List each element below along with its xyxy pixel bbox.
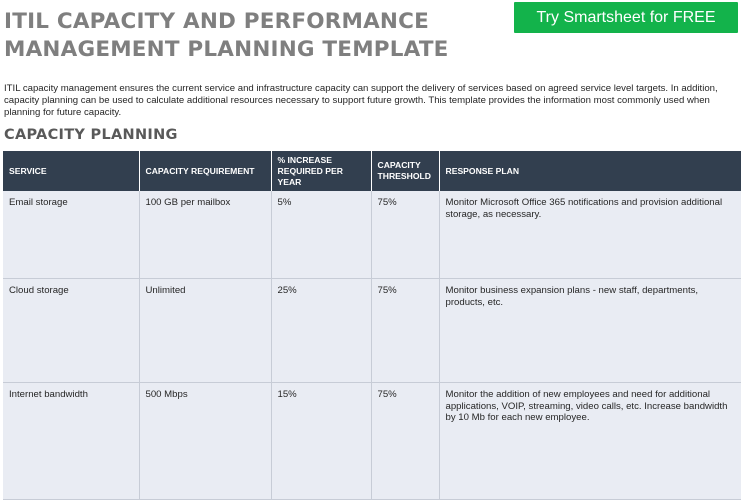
- table-header-row: [3, 151, 741, 191]
- capacity-requirement-cell[interactable]: 100 GB per mailbox: [139, 191, 271, 279]
- column-header-response-plan: RESPONSE PLAN: [439, 151, 741, 191]
- service-cell[interactable]: Cloud storage: [3, 279, 139, 383]
- page-title: ITIL CAPACITY AND PERFORMANCE MANAGEMENT PLANNING TEMPLATE: [4, 9, 449, 62]
- table-row: [3, 383, 741, 500]
- threshold-cell[interactable]: 75%: [371, 383, 439, 500]
- section-title: CAPACITY PLANNING: [4, 127, 178, 143]
- table-row: [3, 191, 741, 279]
- try-smartsheet-button[interactable]: Try Smartsheet for FREE: [514, 2, 738, 33]
- threshold-cell[interactable]: 75%: [371, 279, 439, 383]
- increase-cell[interactable]: 5%: [271, 191, 371, 279]
- column-header-capacity-threshold: CAPACITY THRESHOLD: [371, 151, 439, 191]
- column-header-service: SERVICE: [3, 151, 139, 191]
- response-plan-cell[interactable]: Monitor the addition of new employees and need for additional applications, VOIP, streaming, video calls, etc. Increase bandwidth by 10 Mb for each new employee.: [439, 383, 741, 500]
- response-plan-cell[interactable]: Monitor Microsoft Office 365 notifications and provision additional storage, as necessary.: [439, 191, 741, 279]
- column-header-capacity-requirement: CAPACITY REQUIREMENT: [139, 151, 271, 191]
- increase-cell[interactable]: 25%: [271, 279, 371, 383]
- response-plan-cell[interactable]: Monitor business expansion plans - new staff, departments, products, etc.: [439, 279, 741, 383]
- table-row: [3, 279, 741, 383]
- service-cell[interactable]: Email storage: [3, 191, 139, 279]
- capacity-planning-table: [3, 151, 741, 500]
- capacity-requirement-cell[interactable]: 500 Mbps: [139, 383, 271, 500]
- increase-cell[interactable]: 15%: [271, 383, 371, 500]
- capacity-requirement-cell[interactable]: Unlimited: [139, 279, 271, 383]
- intro-text: ITIL capacity management ensures the current service and infrastructure capacity can support the delivery of services based on agreed service level targets. In addition, capacity planning can be used to calculate additional resources necessary to support future growth. This template provides the information most commonly used when planning for future capacity.: [4, 83, 718, 118]
- service-cell[interactable]: Internet bandwidth: [3, 383, 139, 500]
- column-header-increase-per-year: % INCREASE REQUIRED PER YEAR: [271, 151, 371, 191]
- threshold-cell[interactable]: 75%: [371, 191, 439, 279]
